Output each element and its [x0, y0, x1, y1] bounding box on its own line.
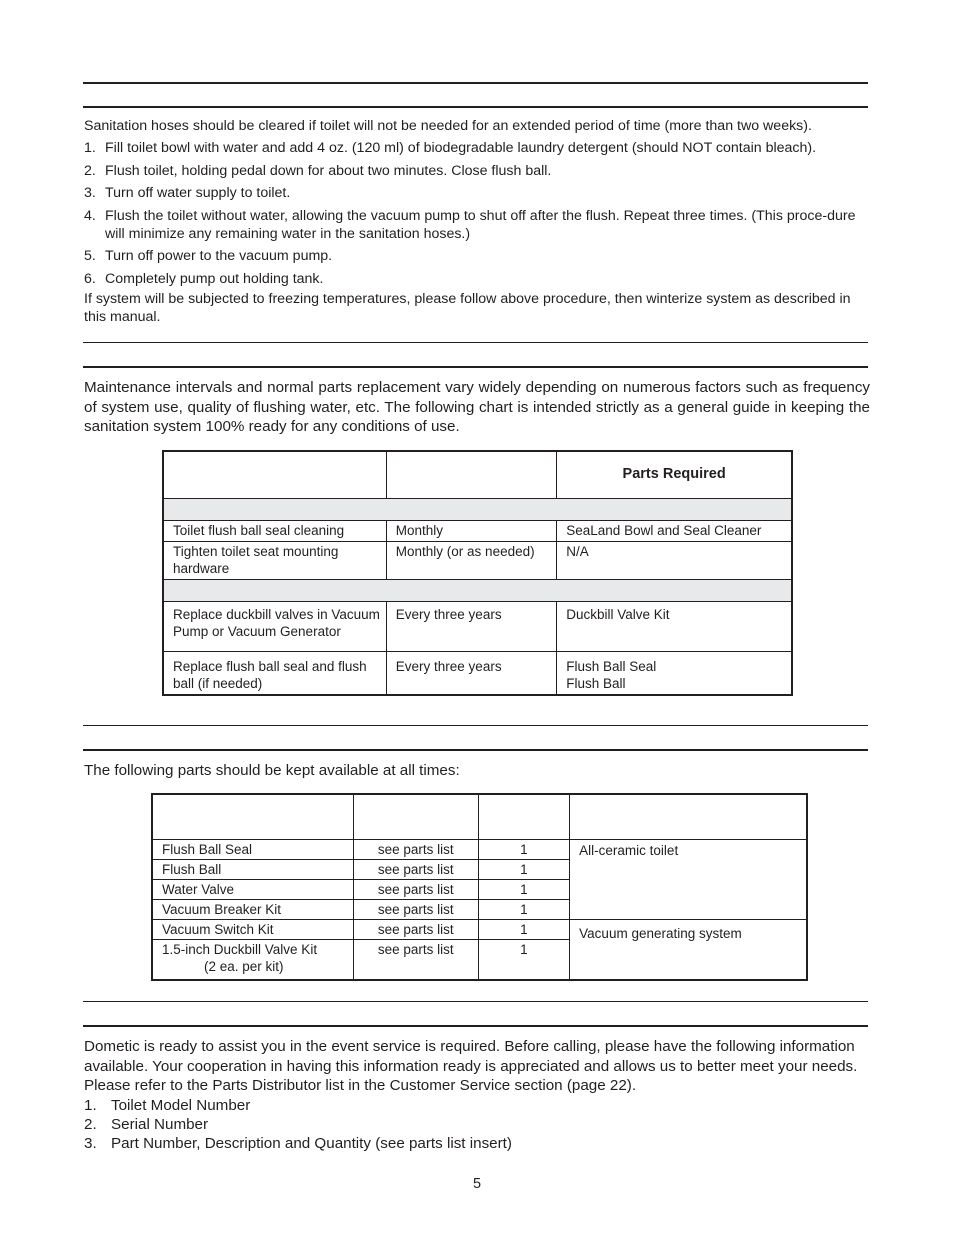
section1-closing: If system will be subjected to freezing temperatures, please follow above procedure, then winterize system as described in this manual.: [84, 291, 851, 325]
list-item: 1. Fill toilet bowl with water and add 4 oz. (120 ml) of biodegradable laundry detergent (should NOT contain bleach).: [84, 140, 817, 156]
section4-intro: Dometic is ready to assist you in the event service is required. Before calling, please have the following information available. Your cooperation in having this information ready is appreciated and allows us to better meet your needs. Please refer to the Parts Distributor list in the Customer Service section (page 22).: [84, 1038, 858, 1094]
page-number: 5: [472, 1176, 482, 1192]
maintenance-table: [162, 450, 793, 696]
header-parts-required: Parts Required: [557, 451, 792, 499]
application-cell: Vacuum generating system: [570, 920, 807, 980]
list-item: 3. Part Number, Description and Quantity (see parts list insert): [84, 1135, 512, 1152]
table-row: Water Valve see parts list 1: [152, 880, 807, 900]
table-band-row: [163, 499, 792, 521]
section-rule-top: [83, 725, 868, 726]
section-rule-bottom: [83, 1025, 868, 1027]
header-cell: [163, 451, 386, 499]
table-row: Vacuum Switch Kit see parts list 1 Vacuum generating system: [152, 920, 807, 940]
list-item: 2. Serial Number: [84, 1116, 209, 1133]
list-item: 3. Turn off water supply to toilet.: [84, 185, 291, 201]
table-header-row: [152, 794, 807, 840]
table-row: Vacuum Breaker Kit see parts list 1: [152, 900, 807, 920]
table-row: Flush Ball see parts list 1: [152, 860, 807, 880]
section1-intro: Sanitation hoses should be cleared if toilet will not be needed for an extended period of time (more than two weeks).: [84, 118, 812, 134]
section-rule-bottom: [83, 749, 868, 751]
section-rule-bottom: [83, 106, 868, 108]
section-rule-top: [83, 82, 868, 84]
application-cell: All-ceramic toilet: [570, 840, 807, 920]
table-band-row: [163, 579, 792, 601]
header-cell: [386, 451, 556, 499]
section4-items: [84, 1096, 870, 1153]
section3-intro: The following parts should be kept available at all times:: [84, 762, 460, 779]
spare-parts-table: [151, 793, 808, 981]
list-item: 2. Flush toilet, holding pedal down for about two minutes. Close flush ball.: [84, 162, 552, 179]
table-header-row: [163, 451, 792, 499]
section2-intro: Maintenance intervals and normal parts replacement vary widely depending on numerous factors such as frequency of system use, quality of flushing water, etc. The following chart is intended strictly as a general guide in keeping the sanitation system 100% ready for any conditions of use.: [84, 379, 870, 435]
table-row: Flush Ball Seal see parts list 1 All-ceramic toilet: [152, 840, 807, 860]
list-item: 6. Completely pump out holding tank.: [84, 270, 324, 287]
table-row: 1.5-inch Duckbill Valve Kit (2 ea. per kit) see parts list 1: [152, 940, 807, 980]
section-rule-bottom: [83, 366, 868, 368]
table-row: Replace duckbill valves in Vacuum Pump or Vacuum Generator Every three years Duckbill Valve Kit: [163, 601, 792, 651]
list-item: 5. Turn off power to the vacuum pump.: [84, 248, 333, 264]
section1-steps: [84, 139, 870, 292]
table-row: Toilet flush ball seal cleaning Monthly SeaLand Bowl and Seal Cleaner: [163, 521, 792, 542]
table-row: Replace flush ball seal and flush ball (if needed) Every three years Flush Ball Seal Flush Ball: [163, 651, 792, 695]
section-rule-top: [83, 342, 868, 343]
list-item: 1. Toilet Model Number: [84, 1097, 251, 1114]
table-row: Tighten toilet seat mounting hardware Monthly (or as needed) N/A: [163, 541, 792, 579]
list-item: 4. Flush the toilet without water, allowing the vacuum pump to shut off after the flush. Repeat three times. (This proce-dure will minimize any remaining water in the sanitation hoses.): [84, 207, 856, 242]
section-rule-top: [83, 1001, 868, 1002]
